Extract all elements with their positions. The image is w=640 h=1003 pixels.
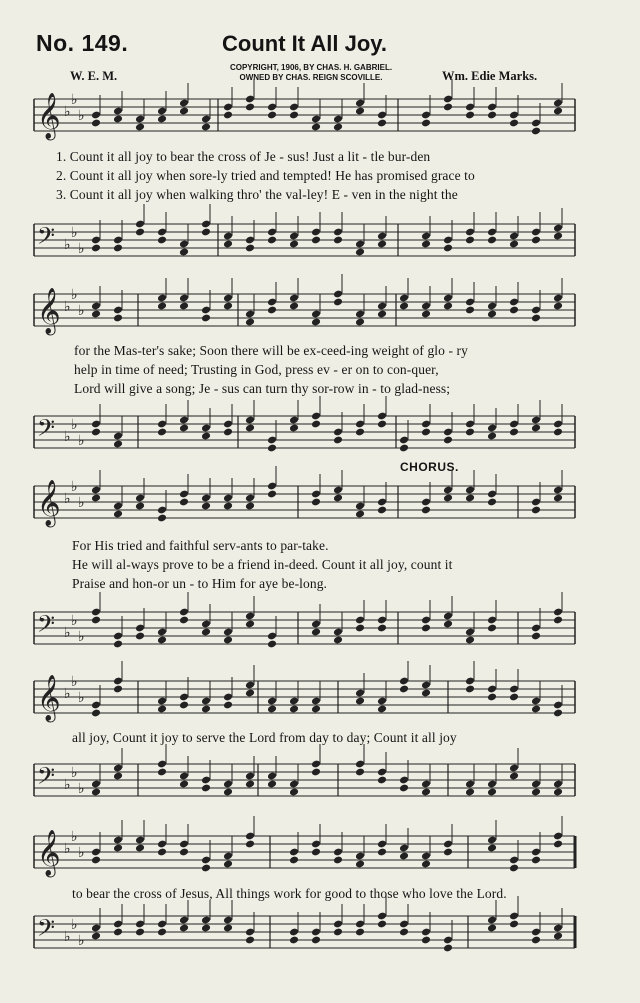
lyricist-credit: W. E. M. <box>70 69 118 83</box>
note-head-icon <box>91 709 101 718</box>
note-head-icon <box>157 236 167 245</box>
note-head-icon <box>333 636 343 645</box>
note-head-icon <box>179 424 189 433</box>
note-head-icon <box>223 924 233 933</box>
note-head-icon <box>245 318 255 327</box>
note-head-icon <box>399 852 409 861</box>
note-head-icon <box>91 788 101 797</box>
note-head-icon <box>179 498 189 507</box>
note-head-icon <box>267 780 277 789</box>
note-head-icon <box>201 502 211 511</box>
note-head-icon <box>487 111 497 120</box>
note-head-icon <box>201 314 211 323</box>
note-head-icon <box>245 103 255 112</box>
note-head-icon <box>333 856 343 865</box>
note-head-icon <box>553 107 563 116</box>
lyric-line: for the Mas-ter's sake; Soon there will be ex-ceed-ing weight of glo - ry <box>74 343 468 358</box>
note-head-icon <box>157 514 167 523</box>
flat-sign-icon: ♭ <box>64 841 71 857</box>
note-head-icon <box>509 428 519 437</box>
note-head-icon <box>421 624 431 633</box>
flat-sign-icon: ♭ <box>71 479 78 495</box>
note-head-icon <box>311 236 321 245</box>
note-head-icon <box>509 772 519 781</box>
flat-sign-icon: ♭ <box>64 625 71 641</box>
note-head-icon <box>553 709 563 718</box>
composer-credit: Wm. Edie Marks. <box>442 69 538 83</box>
note-head-icon <box>399 784 409 793</box>
bass-clef-icon: 𝄢 <box>37 610 56 643</box>
note-head-icon <box>421 788 431 797</box>
note-head-icon <box>465 636 475 645</box>
note-head-icon <box>553 302 563 311</box>
flat-sign-icon: ♭ <box>78 495 85 511</box>
note-head-icon <box>179 848 189 857</box>
note-head-icon <box>135 228 145 237</box>
note-head-icon <box>487 310 497 319</box>
note-head-icon <box>267 640 277 649</box>
note-head-icon <box>245 424 255 433</box>
note-head-icon <box>245 244 255 253</box>
note-head-icon <box>355 928 365 937</box>
note-head-icon <box>377 240 387 249</box>
treble-clef-icon: 𝄞 <box>37 93 61 139</box>
lyric-line: For His tried and faithful serv-ants to par-take. <box>72 538 329 553</box>
note-head-icon <box>289 705 299 714</box>
note-head-icon <box>487 624 497 633</box>
flat-sign-icon: ♭ <box>78 433 85 449</box>
note-head-icon <box>223 788 233 797</box>
note-head-icon <box>245 936 255 945</box>
flat-sign-icon: ♭ <box>78 303 85 319</box>
note-head-icon <box>289 856 299 865</box>
note-head-icon <box>267 444 277 453</box>
lyric-line: all joy, Count it joy to serve the Lord from day to day; Count it all joy <box>72 730 457 745</box>
note-head-icon <box>355 248 365 257</box>
note-head-icon <box>179 107 189 116</box>
flat-sign-icon: ♭ <box>71 287 78 303</box>
flat-sign-icon: ♭ <box>71 92 78 108</box>
lyric-line: 2. Count it all joy when sore-ly tried and tempted! He has promised grace to <box>56 168 475 183</box>
treble-clef-icon: 𝄞 <box>37 288 61 334</box>
bass-clef-icon: 𝄢 <box>37 414 56 447</box>
note-head-icon <box>289 302 299 311</box>
note-head-icon <box>443 302 453 311</box>
note-head-icon <box>465 111 475 120</box>
note-head-icon <box>487 432 497 441</box>
flat-sign-icon: ♭ <box>78 108 85 124</box>
note-head-icon <box>509 240 519 249</box>
note-head-icon <box>509 693 519 702</box>
note-head-icon <box>487 693 497 702</box>
note-head-icon <box>179 780 189 789</box>
note-head-icon <box>289 936 299 945</box>
note-head-icon <box>113 244 123 253</box>
note-head-icon <box>157 768 167 777</box>
lyric-line: help in time of need; Trusting in God, press ev - er on to con-quer, <box>74 362 439 377</box>
note-head-icon <box>245 620 255 629</box>
note-head-icon <box>333 436 343 445</box>
note-head-icon <box>113 314 123 323</box>
treble-staff <box>0 829 640 876</box>
note-head-icon <box>421 860 431 869</box>
bass-staff <box>0 760 640 800</box>
note-head-icon <box>113 115 123 124</box>
note-head-icon <box>135 123 145 132</box>
flat-sign-icon: ♭ <box>71 225 78 241</box>
note-head-icon <box>179 616 189 625</box>
flat-sign-icon: ♭ <box>71 917 78 933</box>
note-head-icon <box>553 616 563 625</box>
note-head-icon <box>531 632 541 641</box>
copyright-notice <box>216 63 406 83</box>
note-head-icon <box>377 848 387 857</box>
note-head-icon <box>157 705 167 714</box>
treble-staff <box>0 479 640 526</box>
note-head-icon <box>289 424 299 433</box>
bass-clef-icon: 𝄢 <box>37 762 56 795</box>
lyric-line: 3. Count it all joy when walking thro' the val-ley! E - ven in the night the <box>56 187 458 202</box>
flat-sign-icon: ♭ <box>78 845 85 861</box>
note-head-icon <box>531 788 541 797</box>
note-head-icon <box>91 932 101 941</box>
note-head-icon <box>201 228 211 237</box>
note-head-icon <box>267 306 277 315</box>
lyric-line: He will al-ways prove to be a friend in-deed. Count it all joy, count it <box>72 557 453 572</box>
note-head-icon <box>355 768 365 777</box>
note-head-icon <box>443 944 453 953</box>
note-head-icon <box>91 856 101 865</box>
note-head-icon <box>113 640 123 649</box>
note-head-icon <box>223 428 233 437</box>
flat-sign-icon: ♭ <box>64 929 71 945</box>
note-head-icon <box>421 240 431 249</box>
note-head-icon <box>509 119 519 128</box>
flat-sign-icon: ♭ <box>64 237 71 253</box>
copyright-line-2: OWNED BY CHAS. REIGN SCOVILLE. <box>239 73 383 82</box>
note-head-icon <box>179 248 189 257</box>
chorus-label: CHORUS. <box>400 460 459 474</box>
note-head-icon <box>201 705 211 714</box>
note-head-icon <box>465 428 475 437</box>
flat-sign-icon: ♭ <box>71 613 78 629</box>
treble-clef-icon: 𝄞 <box>37 830 61 876</box>
note-head-icon <box>223 860 233 869</box>
note-head-icon <box>465 788 475 797</box>
note-head-icon <box>223 701 233 710</box>
note-head-icon <box>377 776 387 785</box>
note-head-icon <box>201 432 211 441</box>
note-head-icon <box>311 768 321 777</box>
bass-staff <box>0 608 640 648</box>
note-head-icon <box>201 784 211 793</box>
note-head-icon <box>531 856 541 865</box>
note-head-icon <box>443 103 453 112</box>
note-head-icon <box>223 111 233 120</box>
note-head-icon <box>157 428 167 437</box>
lyric-line: Lord will give a song; Je - sus can turn thy sor-row in - to glad-ness; <box>74 381 451 396</box>
note-head-icon <box>179 701 189 710</box>
note-head-icon <box>399 302 409 311</box>
note-head-icon <box>311 123 321 132</box>
note-head-icon <box>157 302 167 311</box>
note-head-icon <box>553 494 563 503</box>
note-head-icon <box>465 236 475 245</box>
treble-staff <box>0 287 640 334</box>
note-head-icon <box>421 428 431 437</box>
verse-block <box>72 728 457 747</box>
note-head-icon <box>421 689 431 698</box>
flat-sign-icon: ♭ <box>78 781 85 797</box>
note-head-icon <box>487 844 497 853</box>
note-head-icon <box>421 119 431 128</box>
note-head-icon <box>531 506 541 515</box>
note-head-icon <box>311 318 321 327</box>
flat-sign-icon: ♭ <box>78 241 85 257</box>
note-head-icon <box>201 628 211 637</box>
note-head-icon <box>311 628 321 637</box>
note-head-icon <box>223 240 233 249</box>
note-head-icon <box>333 236 343 245</box>
note-head-icon <box>91 494 101 503</box>
note-head-icon <box>355 624 365 633</box>
note-head-icon <box>135 502 145 511</box>
note-head-icon <box>245 502 255 511</box>
note-head-icon <box>157 115 167 124</box>
copyright-line-1: COPYRIGHT, 1906, BY CHAS. H. GABRIEL. <box>229 63 393 72</box>
note-head-icon <box>443 244 453 253</box>
flat-sign-icon: ♭ <box>78 629 85 645</box>
note-head-icon <box>377 119 387 128</box>
note-head-icon <box>443 848 453 857</box>
note-head-icon <box>355 428 365 437</box>
note-head-icon <box>443 436 453 445</box>
note-head-icon <box>509 920 519 929</box>
flat-sign-icon: ♭ <box>64 686 71 702</box>
bass-staff <box>0 412 640 452</box>
flat-sign-icon: ♭ <box>71 417 78 433</box>
note-head-icon <box>355 107 365 116</box>
bass-staff <box>0 220 640 260</box>
note-head-icon <box>553 232 563 241</box>
flat-sign-icon: ♭ <box>71 829 78 845</box>
treble-staff <box>0 92 640 139</box>
note-head-icon <box>91 428 101 437</box>
bass-clef-icon: 𝄢 <box>37 222 56 255</box>
note-head-icon <box>157 636 167 645</box>
flat-sign-icon: ♭ <box>78 933 85 949</box>
note-head-icon <box>289 240 299 249</box>
note-head-icon <box>201 924 211 933</box>
flat-sign-icon: ♭ <box>71 765 78 781</box>
note-head-icon <box>333 298 343 307</box>
note-head-icon <box>443 620 453 629</box>
note-head-icon <box>487 924 497 933</box>
note-head-icon <box>113 685 123 694</box>
note-head-icon <box>443 494 453 503</box>
note-head-icon <box>377 705 387 714</box>
note-head-icon <box>135 928 145 937</box>
treble-staff <box>0 674 640 721</box>
note-head-icon <box>179 924 189 933</box>
note-head-icon <box>531 314 541 323</box>
note-head-icon <box>223 636 233 645</box>
note-head-icon <box>421 506 431 515</box>
bass-clef-icon: 𝄢 <box>37 914 56 947</box>
note-head-icon <box>91 119 101 128</box>
flat-sign-icon: ♭ <box>64 299 71 315</box>
note-head-icon <box>531 936 541 945</box>
note-head-icon <box>355 860 365 869</box>
note-head-icon <box>245 689 255 698</box>
note-head-icon <box>113 844 123 853</box>
note-head-icon <box>509 864 519 873</box>
note-head-icon <box>245 840 255 849</box>
flat-sign-icon: ♭ <box>64 491 71 507</box>
note-head-icon <box>135 632 145 641</box>
note-head-icon <box>333 928 343 937</box>
note-head-icon <box>487 236 497 245</box>
note-head-icon <box>399 928 409 937</box>
bass-staff <box>0 912 640 952</box>
note-head-icon <box>201 123 211 132</box>
note-head-icon <box>311 705 321 714</box>
note-head-icon <box>531 705 541 714</box>
note-head-icon <box>113 510 123 519</box>
note-head-icon <box>377 420 387 429</box>
note-head-icon <box>421 936 431 945</box>
hymn-title: Count It All Joy. <box>222 31 387 56</box>
note-head-icon <box>531 236 541 245</box>
flat-sign-icon: ♭ <box>64 777 71 793</box>
note-head-icon <box>267 705 277 714</box>
note-head-icon <box>157 928 167 937</box>
note-head-icon <box>311 936 321 945</box>
note-head-icon <box>201 864 211 873</box>
flat-sign-icon: ♭ <box>64 429 71 445</box>
note-head-icon <box>553 788 563 797</box>
verse-block <box>56 147 475 204</box>
verse-block <box>72 536 452 593</box>
note-head-icon <box>267 490 277 499</box>
note-head-icon <box>113 440 123 449</box>
note-head-icon <box>311 498 321 507</box>
note-head-icon <box>267 111 277 120</box>
note-head-icon <box>289 111 299 120</box>
note-head-icon <box>223 302 233 311</box>
flat-sign-icon: ♭ <box>78 690 85 706</box>
note-head-icon <box>91 310 101 319</box>
note-head-icon <box>377 506 387 515</box>
note-head-icon <box>509 306 519 315</box>
lyric-line: 1. Count it all joy to bear the cross of Je - sus! Just a lit - tle bur-den <box>56 149 431 164</box>
note-head-icon <box>311 420 321 429</box>
note-head-icon <box>487 788 497 797</box>
note-head-icon <box>399 444 409 453</box>
note-head-icon <box>245 780 255 789</box>
note-head-icon <box>465 685 475 694</box>
note-head-icon <box>157 848 167 857</box>
note-head-icon <box>91 616 101 625</box>
note-head-icon <box>553 428 563 437</box>
note-head-icon <box>465 306 475 315</box>
note-head-icon <box>333 494 343 503</box>
verse-block <box>72 884 507 903</box>
note-head-icon <box>377 310 387 319</box>
note-head-icon <box>487 498 497 507</box>
note-head-icon <box>311 848 321 857</box>
note-head-icon <box>553 840 563 849</box>
lyric-line: Praise and hon-or un - to Him for aye be-long. <box>72 576 328 591</box>
note-head-icon <box>135 844 145 853</box>
note-head-icon <box>399 685 409 694</box>
note-head-icon <box>377 624 387 633</box>
note-head-icon <box>91 244 101 253</box>
note-head-icon <box>531 127 541 136</box>
flat-sign-icon: ♭ <box>64 104 71 120</box>
note-head-icon <box>553 932 563 941</box>
treble-clef-icon: 𝄞 <box>37 675 61 721</box>
note-head-icon <box>333 123 343 132</box>
flat-sign-icon: ♭ <box>71 674 78 690</box>
treble-clef-icon: 𝄞 <box>37 480 61 526</box>
note-head-icon <box>113 928 123 937</box>
note-head-icon <box>179 302 189 311</box>
note-head-icon <box>355 318 365 327</box>
hymn-number: No. 149. <box>36 30 129 56</box>
note-head-icon <box>267 236 277 245</box>
note-head-icon <box>355 697 365 706</box>
note-head-icon <box>223 502 233 511</box>
note-head-icon <box>531 424 541 433</box>
note-head-icon <box>421 310 431 319</box>
note-head-icon <box>355 510 365 519</box>
lyric-line: to bear the cross of Jesus, All things work for good to those who love the Lord. <box>72 886 507 901</box>
note-head-icon <box>113 772 123 781</box>
verse-block <box>74 341 468 398</box>
note-head-icon <box>465 494 475 503</box>
note-head-icon <box>289 788 299 797</box>
note-head-icon <box>377 920 387 929</box>
